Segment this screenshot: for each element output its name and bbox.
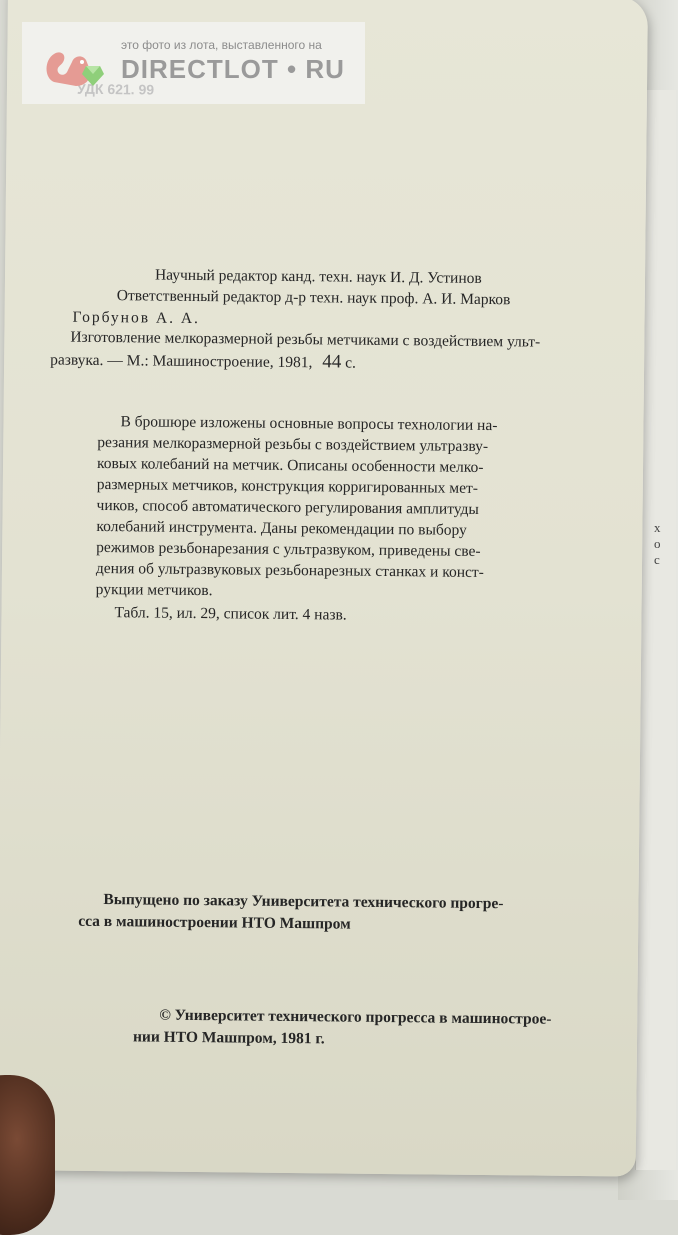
abstract-stats: Табл. 15, ил. 29, список лит. 4 назв. (114, 604, 347, 624)
abstract-line-6: колебаний инструмента. Даны рекомендации по выбору (96, 517, 467, 539)
margin-scrawl (654, 520, 661, 568)
abstract-line-8: дения об ультразвуковых резьбонарезных станках и конст- (95, 559, 484, 582)
title-line-2-text: развука. — М.: Машиностроение, 1981, (50, 351, 313, 372)
abstract-line-4: размерных метчиков, конструкция корригированных мет- (96, 475, 479, 497)
margin-scrawl-1: х (654, 520, 661, 535)
copyright-line-2: нии НТО Машпром, 1981 г. (132, 1028, 325, 1048)
order-note-line-2: сса в машиностроении НТО Машпром (78, 912, 351, 933)
abstract-line-1: В брошюре изложены основные вопросы технологии на- (120, 413, 498, 435)
copyright-line-1: © Университет технического прогресса в машинострое- (159, 1006, 552, 1028)
title-line-1: Изготовление мелкоразмерной резьбы метчиками с воздействием ульт- (70, 328, 541, 351)
finger (0, 1075, 55, 1235)
scientific-editor: Научный редактор канд. техн. наук И. Д. Устинов (154, 266, 482, 287)
abstract-line-2: резания мелкоразмерной резьбы с воздействием ультразву- (97, 433, 489, 456)
watermark (22, 22, 365, 104)
page-count: 44 (322, 351, 342, 373)
abstract-line-5: чиков, способ автоматического регулирования амплитуды (96, 496, 479, 518)
watermark-caption: это фото из лота, выставленного на (121, 38, 322, 52)
author: Горбунов А. А. (72, 308, 201, 328)
order-note-line-1: Выпущено по заказу Университета технического прогре- (103, 891, 504, 913)
abstract-line-3: ковых колебаний на метчик. Описаны особенности мелко- (96, 454, 484, 477)
abstract-line-9: рукции метчиков. (95, 580, 213, 600)
responsible-editor: Ответственный редактор д-р техн. наук проф. А. И. Марков (116, 287, 511, 309)
title-line-2 (50, 348, 356, 373)
page-count-suffix: с. (345, 354, 356, 372)
margin-scrawl-2: о (654, 536, 661, 551)
abstract-line-7: режимов резьбонарезания с ультразвуком, приведены све- (96, 538, 481, 560)
watermark-brand: DIRECTLOT • RU (121, 54, 345, 84)
squirrel-logo-icon (42, 40, 108, 90)
margin-scrawl-3: с (654, 552, 660, 567)
